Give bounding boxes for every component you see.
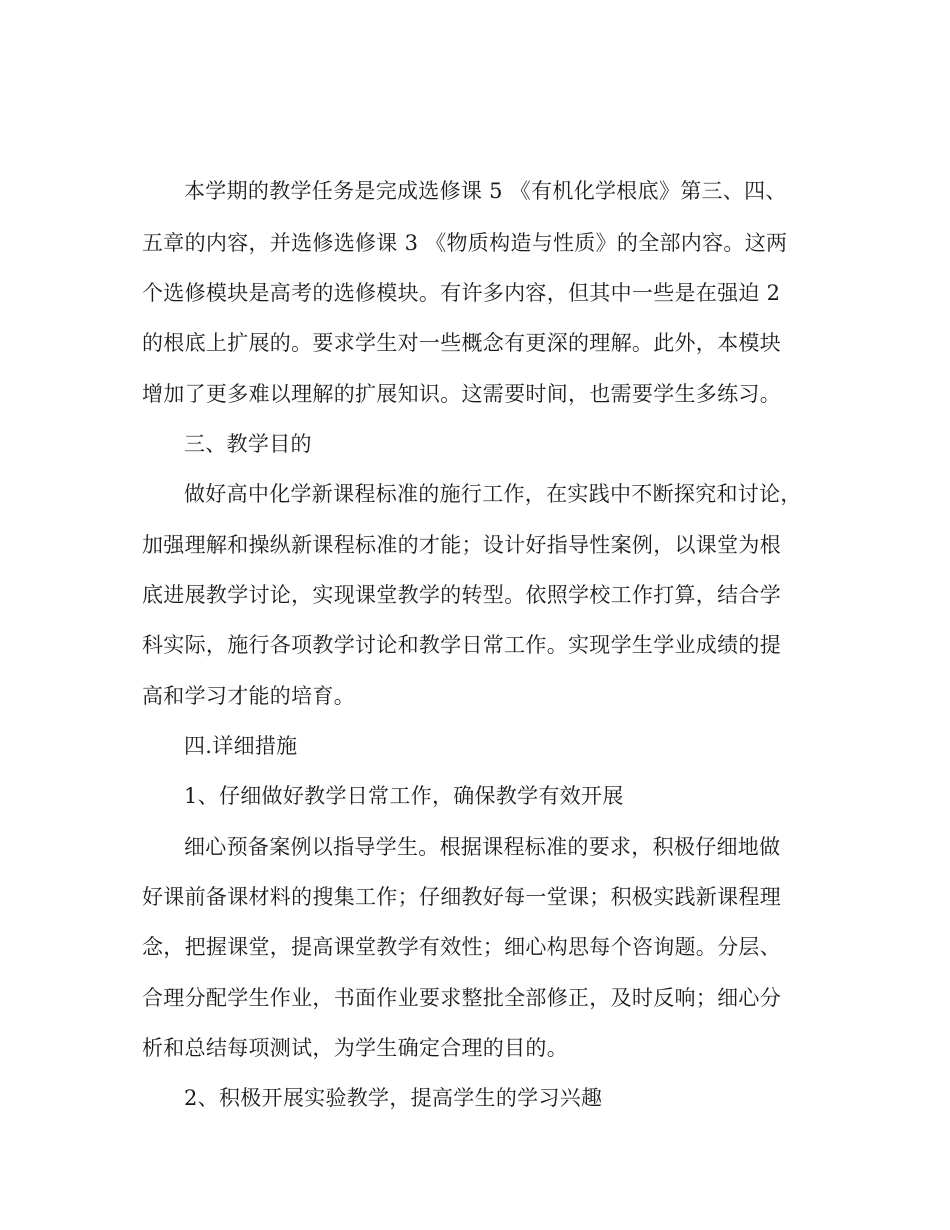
paragraph-1-line-5: 增加了更多难以理解的扩展知识。这需要时间，也需要学生多练习。 bbox=[142, 382, 781, 406]
paragraph-2-line-1: 做好高中化学新课程标准的施行工作，在实践中不断探究和讨论， bbox=[184, 482, 802, 506]
paragraph-1-line-2: 五章的内容，并选修选修课 3 《物质构造与性质》的全部内容。这两 bbox=[142, 231, 788, 255]
paragraph-2-line-4: 科实际，施行各项教学讨论和教学日常工作。实现学生学业成绩的提 bbox=[142, 633, 781, 657]
section-heading-objectives: 三、教学目的 bbox=[184, 432, 312, 456]
paragraph-3-line-2: 好课前备课材料的搜集工作；仔细教好每一堂课；积极实践新课程理 bbox=[142, 885, 781, 909]
paragraph-1-line-1: 本学期的教学任务是完成选修课 5 《有机化学根底》第三、四、 bbox=[184, 179, 787, 203]
subheading-2: 2、积极开展实验教学，提高学生的学习兴趣 bbox=[184, 1086, 603, 1110]
section-heading-measures: 四.详细措施 bbox=[184, 734, 298, 758]
paragraph-1-line-3: 个选修模块是高考的选修模块。有许多内容，但其中一些是在强迫 2 bbox=[142, 281, 781, 305]
paragraph-1-line-4: 的根底上扩展的。要求学生对一些概念有更深的理解。此外，本模块 bbox=[142, 331, 781, 355]
paragraph-3-line-5: 析和总结每项测试，为学生确定合理的目的。 bbox=[142, 1036, 568, 1060]
paragraph-2-line-3: 底进展教学讨论，实现课堂教学的转型。依照学校工作打算，结合学 bbox=[142, 583, 781, 607]
paragraph-3-line-4: 合理分配学生作业，书面作业要求整批全部修正，及时反响；细心分 bbox=[142, 986, 781, 1010]
paragraph-3-line-3: 念，把握课堂，提高课堂教学有效性；细心构思每个咨询题。分层、 bbox=[142, 935, 781, 959]
paragraph-2-line-5: 高和学习才能的培育。 bbox=[142, 684, 355, 708]
subheading-1: 1、仔细做好教学日常工作，确保教学有效开展 bbox=[184, 784, 624, 808]
paragraph-2-line-2: 加强理解和操纵新课程标准的才能；设计好指导性案例，以课堂为根 bbox=[142, 533, 781, 557]
paragraph-3-line-1: 细心预备案例以指导学生。根据课程标准的要求，积极仔细地做 bbox=[184, 835, 781, 859]
